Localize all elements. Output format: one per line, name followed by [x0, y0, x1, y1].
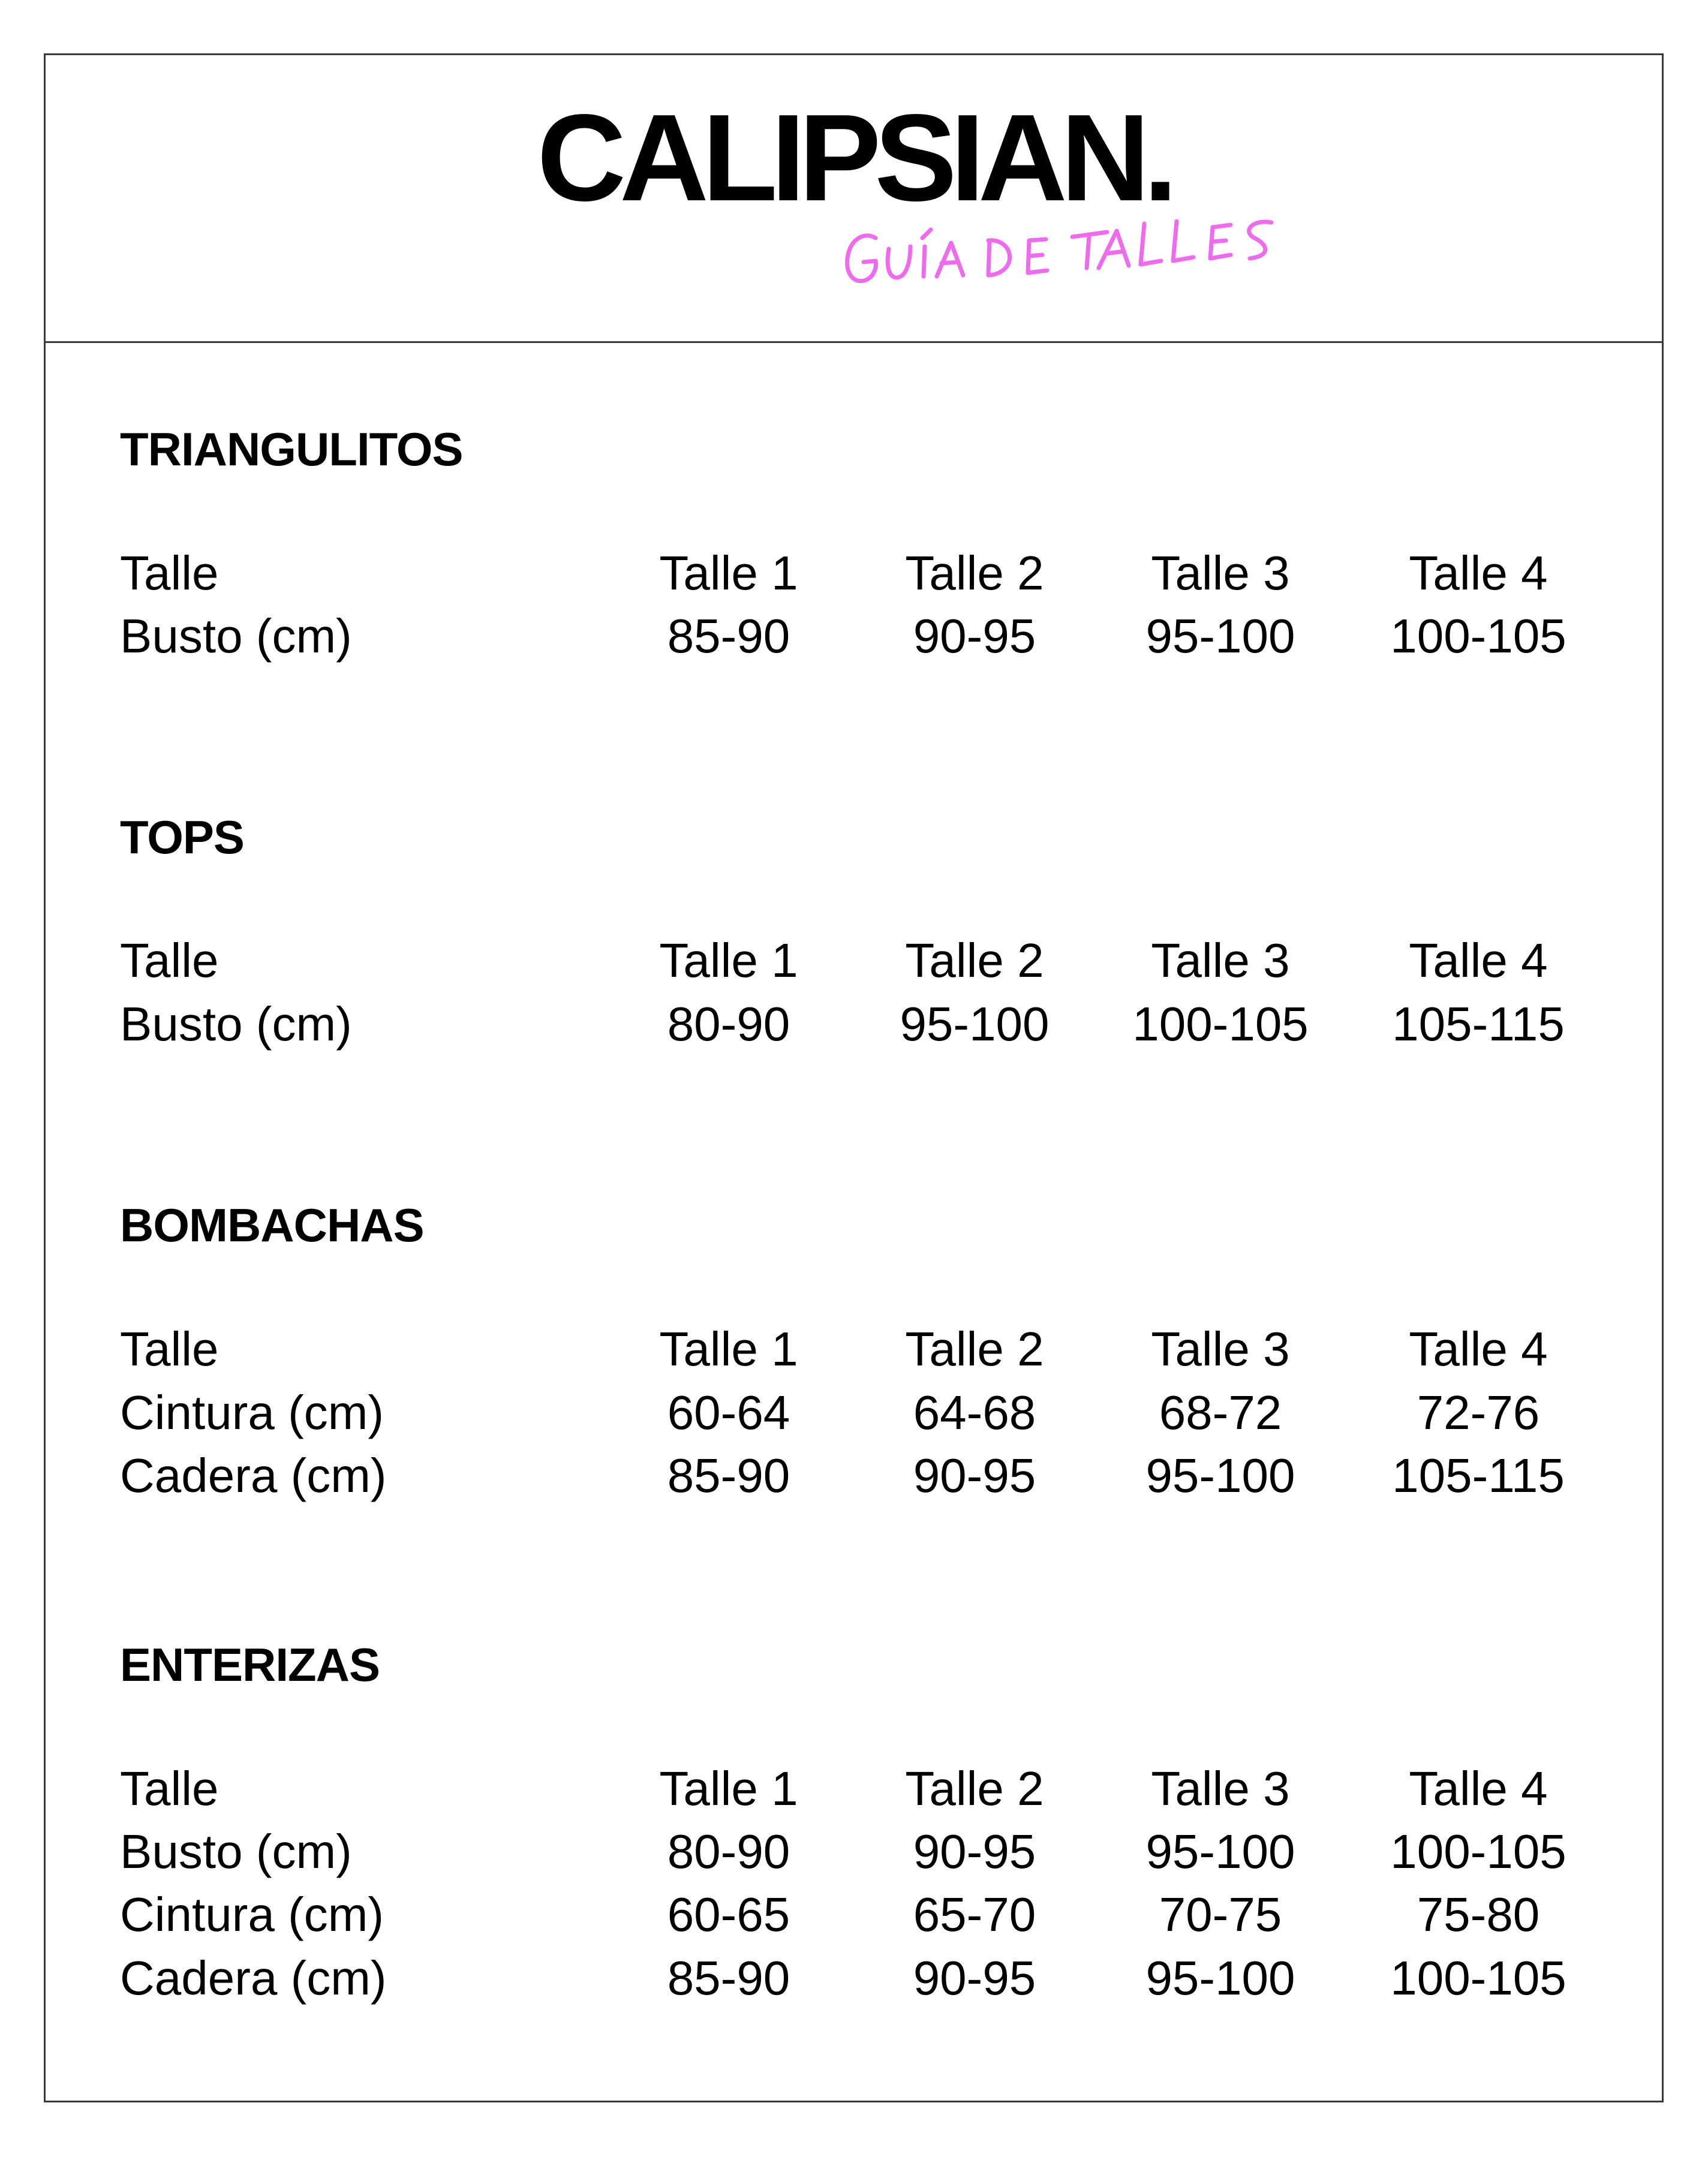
measure-cell: 95-100: [1145, 1951, 1295, 2005]
header-divider: [44, 341, 1664, 343]
size-cell: Talle 3: [1151, 1762, 1290, 1815]
section-title-bombachas: BOMBACHAS: [120, 1199, 424, 1252]
size-cell: Talle 4: [1409, 1322, 1548, 1376]
size-cell: Talle 3: [1151, 1322, 1290, 1376]
measure-cell: 75-80: [1417, 1888, 1540, 1941]
measure-cell: 100-105: [1390, 1951, 1566, 2005]
measure-cell: 68-72: [1159, 1386, 1282, 1439]
measure-cell: 90-95: [913, 1825, 1036, 1878]
measure-cell: 70-75: [1159, 1888, 1282, 1941]
row-label-cintura: Cintura (cm): [120, 1386, 384, 1439]
size-cell: Talle 2: [905, 1762, 1044, 1815]
measure-cell: 95-100: [1145, 1449, 1295, 1502]
row-label-cadera: Cadera (cm): [120, 1951, 387, 2005]
brand-logo: CALIPSIAN.: [537, 89, 1171, 227]
measure-cell: 80-90: [667, 997, 790, 1051]
row-label-cadera: Cadera (cm): [120, 1449, 387, 1502]
measure-cell: 105-115: [1392, 997, 1565, 1051]
row-label-talle: Talle: [120, 1322, 219, 1376]
measure-cell: 85-90: [667, 609, 790, 663]
size-cell: Talle 3: [1151, 546, 1290, 600]
section-title-tops: TOPS: [120, 811, 244, 864]
row-label-busto: Busto (cm): [120, 997, 352, 1051]
measure-cell: 60-65: [667, 1888, 790, 1941]
measure-cell: 90-95: [913, 1951, 1036, 2005]
size-cell: Talle 4: [1409, 1762, 1548, 1815]
row-label-talle: Talle: [120, 1762, 219, 1815]
size-cell: Talle 1: [659, 934, 798, 987]
size-cell: Talle 2: [905, 546, 1044, 600]
size-cell: Talle 4: [1409, 546, 1548, 600]
section-title-triangulitos: TRIANGULITOS: [120, 423, 463, 476]
row-label-talle: Talle: [120, 546, 219, 600]
measure-cell: 64-68: [913, 1386, 1036, 1439]
measure-cell: 105-115: [1392, 1449, 1565, 1502]
measure-cell: 90-95: [913, 1449, 1036, 1502]
measure-cell: 100-105: [1132, 997, 1309, 1051]
measure-cell: 85-90: [667, 1449, 790, 1502]
measure-cell: 85-90: [667, 1951, 790, 2005]
measure-cell: 95-100: [1145, 609, 1295, 663]
size-cell: Talle 1: [659, 1762, 798, 1815]
measure-cell: 95-100: [900, 997, 1050, 1051]
size-cell: Talle 4: [1409, 934, 1548, 987]
row-label-talle: Talle: [120, 934, 219, 987]
measure-cell: 100-105: [1390, 1825, 1566, 1878]
measure-cell: 95-100: [1145, 1825, 1295, 1878]
size-cell: Talle 1: [659, 1322, 798, 1376]
size-cell: Talle 1: [659, 546, 798, 600]
measure-cell: 65-70: [913, 1888, 1036, 1941]
size-cell: Talle 2: [905, 1322, 1044, 1376]
row-label-busto: Busto (cm): [120, 1825, 352, 1878]
size-cell: Talle 2: [905, 934, 1044, 987]
row-label-cintura: Cintura (cm): [120, 1888, 384, 1941]
row-label-busto: Busto (cm): [120, 609, 352, 663]
size-cell: Talle 3: [1151, 934, 1290, 987]
size-guide-script-logo: [840, 201, 1313, 297]
measure-cell: 60-64: [667, 1386, 790, 1439]
measure-cell: 80-90: [667, 1825, 790, 1878]
measure-cell: 72-76: [1417, 1386, 1540, 1439]
section-title-enterizas: ENTERIZAS: [120, 1638, 380, 1691]
measure-cell: 100-105: [1390, 609, 1566, 663]
measure-cell: 90-95: [913, 609, 1036, 663]
